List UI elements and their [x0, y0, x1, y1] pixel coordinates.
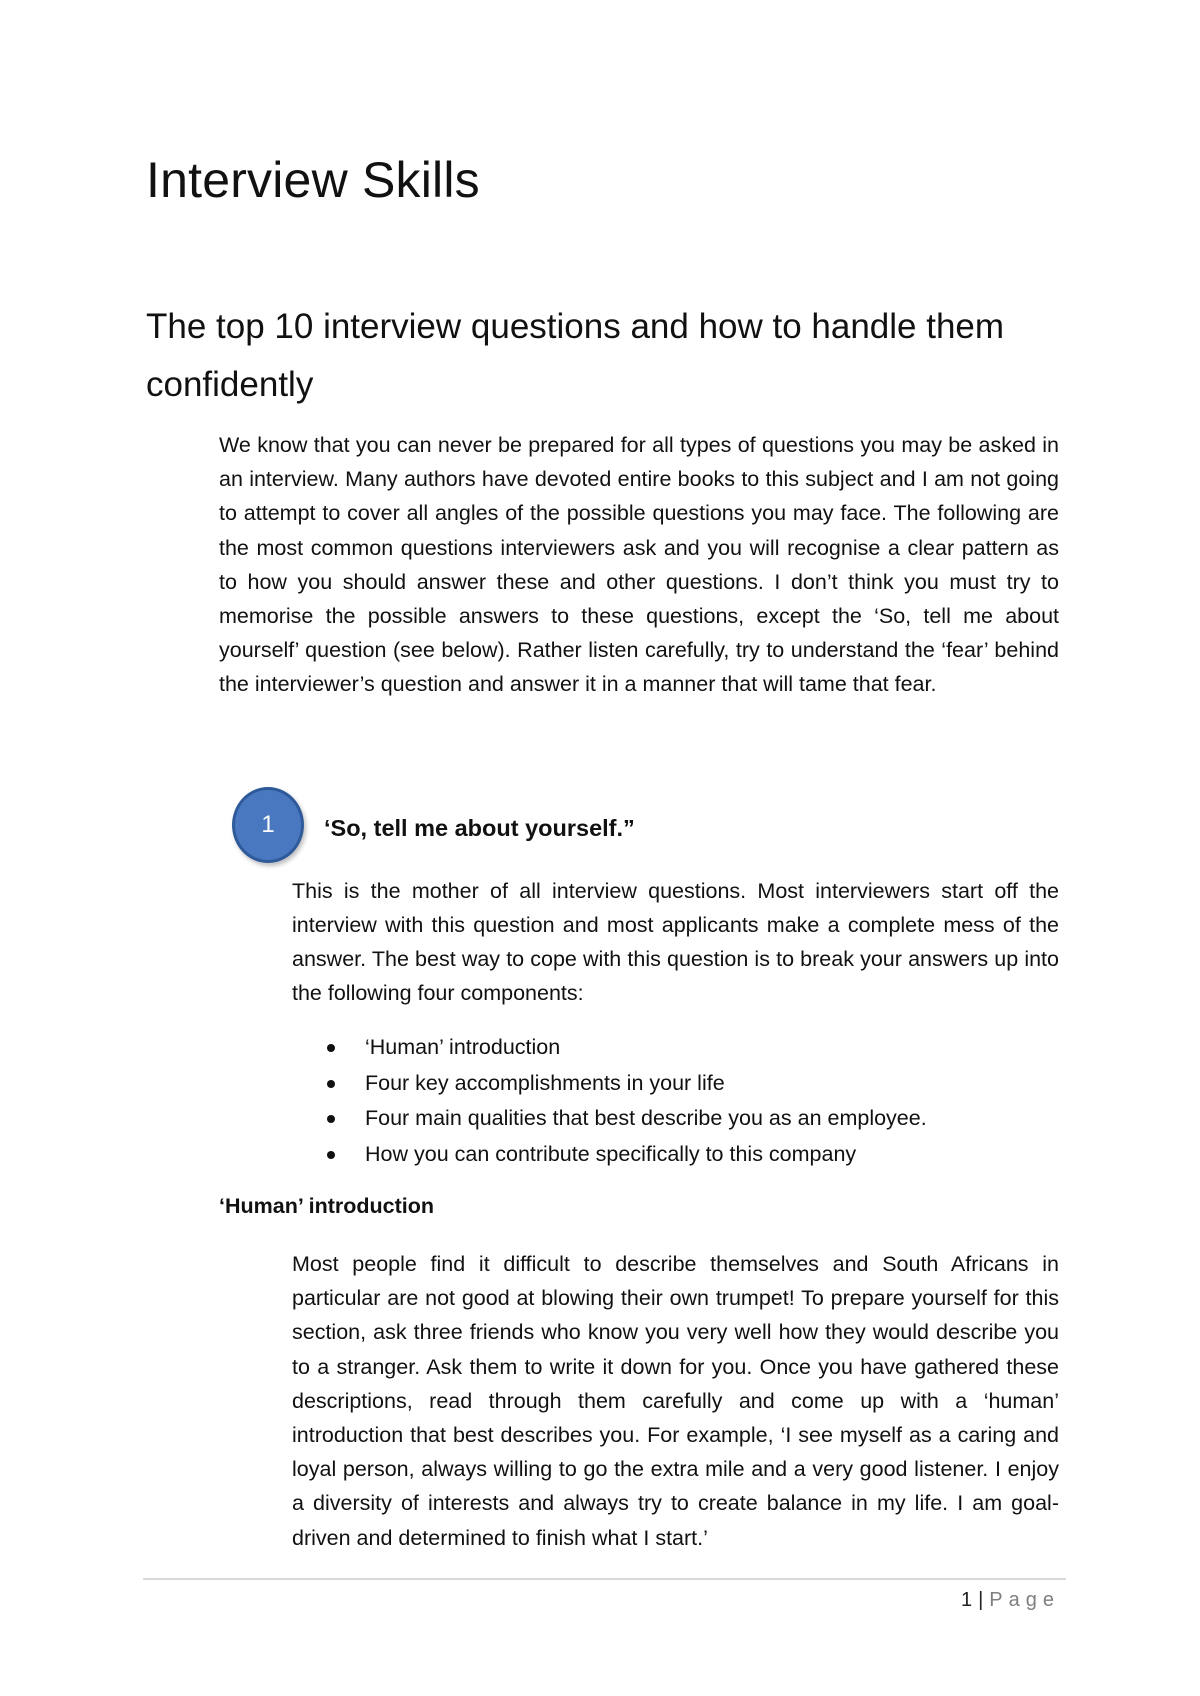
list-item-text: How you can contribute specifically to this company [365, 1141, 857, 1166]
footer-separator: | [978, 1589, 984, 1611]
list-item [292, 1101, 1059, 1137]
page-footer [961, 1586, 1060, 1614]
intro-paragraph: We know that you can never be prepared for all types of questions you may be asked in an interview. Many authors have devoted entire books to this subject and I am not going to attempt to cover all angles of the possible questions you may face. The following are the most common questions interviewers ask and you will recognise a clear pattern as to how you should answer these and other questions. I don’t think you must try to memorise the possible answers to these questions, except the ‘So, tell me about yourself’ question (see below). Rather listen carefully, try to understand the ‘fear’ behind the interviewer’s question and answer it in a manner that will tame that fear. [219, 433, 1059, 697]
page-label: Page [989, 1589, 1060, 1611]
bullet-icon [327, 1115, 335, 1123]
question-body: This is the mother of all interview questions. Most interviewers start off the interview with this question and most applicants make a complete mess of the answer. The best way to cope with this question is to break your answers up into the following four components: [292, 879, 1059, 1005]
list-item-text: Four main qualities that best describe you as an employee. [365, 1106, 927, 1130]
question-number-badge [232, 787, 304, 863]
question-number: 1 [261, 811, 275, 838]
footer-divider [143, 1578, 1066, 1580]
bullet-icon [327, 1044, 335, 1052]
page-number: 1 [960, 1589, 973, 1611]
question-heading: ‘So, tell me about yourself.” [324, 815, 635, 841]
list-item-text: ‘Human’ introduction [365, 1035, 561, 1059]
list-item [292, 1030, 1059, 1066]
page-subtitle: The top 10 interview questions and how to handle them confidently [146, 307, 1005, 404]
page-title: Interview Skills [146, 152, 480, 208]
bullet-icon [327, 1151, 335, 1159]
list-item [292, 1066, 1059, 1102]
list-item [292, 1137, 1059, 1173]
bullet-icon [327, 1080, 335, 1088]
section-heading: ‘Human’ introduction [219, 1194, 434, 1218]
component-list [292, 1030, 1059, 1172]
section-body: Most people find it difficult to describe themselves and South Africans in particular are not good at blowing their own trumpet! To prepare yourself for this section, ask three friends who know you very well how they would describe you to a stranger. Ask them to write it down for you. Once you have gathered these descriptions, read through them carefully and come up with a ‘human’ introduction that best describes you. For example, ‘I see myself as a caring and loyal person, always willing to go the extra mile and a very good listener. I enjoy a diversity of interests and always try to create balance in my life. I am goal-driven and determined to finish what I start.’ [292, 1252, 1059, 1550]
list-item-text: Four key accomplishments in your life [365, 1070, 725, 1095]
